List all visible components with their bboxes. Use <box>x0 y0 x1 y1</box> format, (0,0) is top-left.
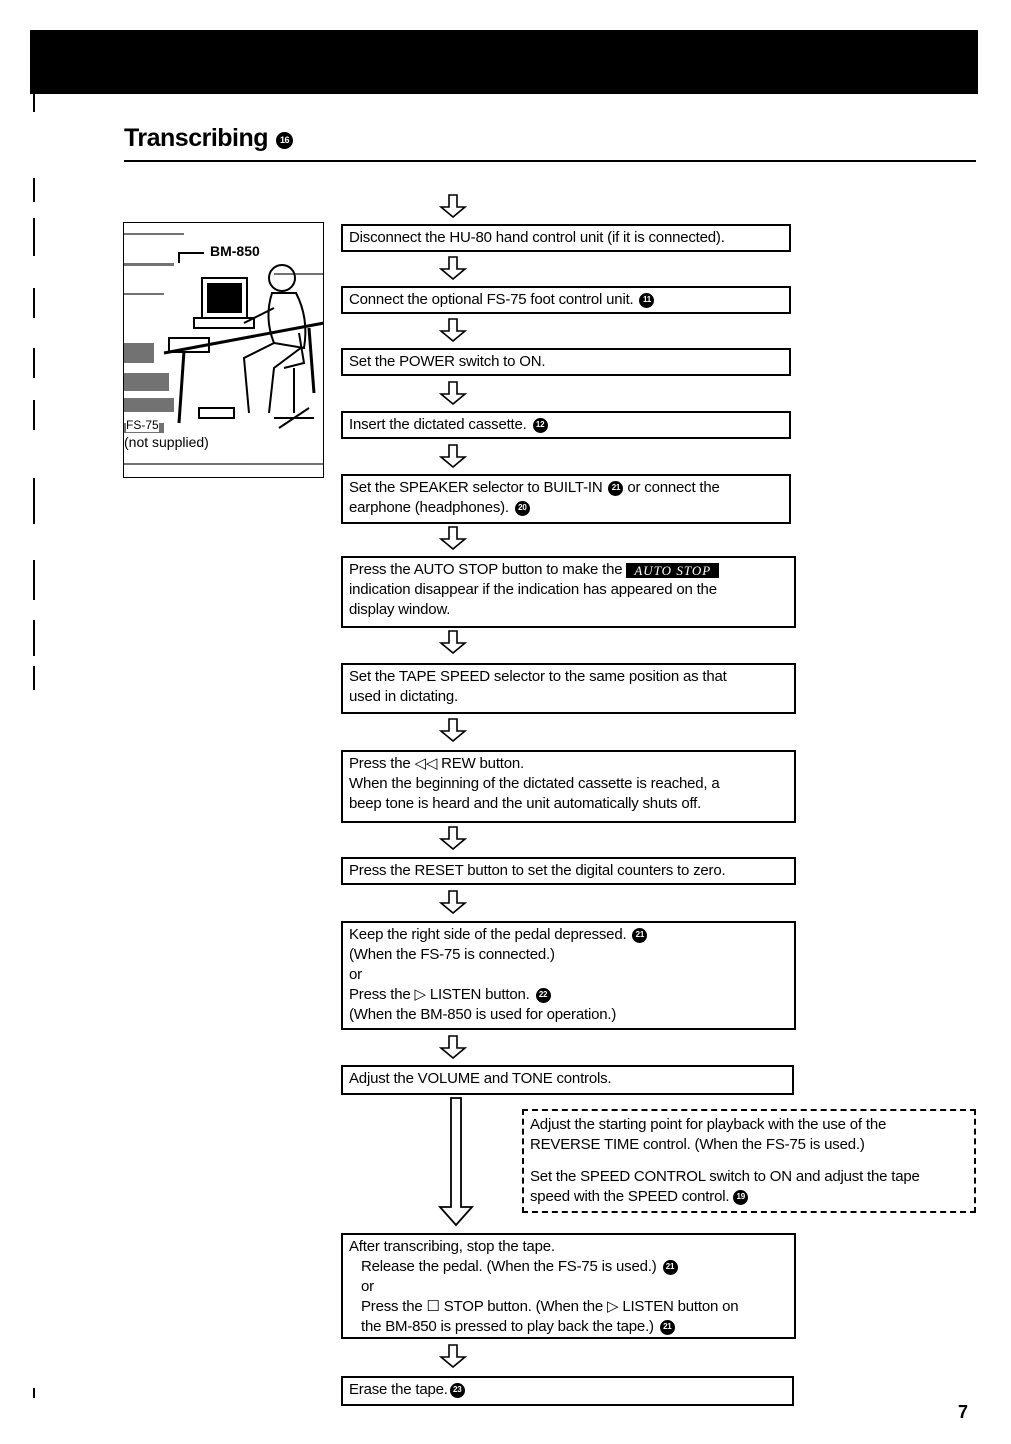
title-rule <box>124 160 976 162</box>
binding-mark <box>33 178 35 202</box>
down-arrow-icon <box>438 630 468 654</box>
reference-number: 19 <box>733 1190 748 1205</box>
binding-mark <box>33 478 35 524</box>
footpedal-label: FS-75 <box>126 418 159 432</box>
step-2: Connect the optional FS-75 foot control unit. 11 <box>341 286 791 314</box>
binding-mark <box>33 620 35 656</box>
reference-number: 21 <box>608 481 623 496</box>
down-arrow-icon <box>438 890 468 914</box>
down-arrow-icon <box>438 381 468 405</box>
not-supplied-label: (not supplied) <box>124 434 209 450</box>
binding-mark <box>33 218 35 256</box>
reference-number: 12 <box>533 418 548 433</box>
reference-number: 16 <box>276 132 293 149</box>
binding-mark <box>33 560 35 600</box>
binding-mark <box>33 348 35 378</box>
binding-mark <box>33 400 35 430</box>
page-title: Transcribing 16 <box>124 124 293 153</box>
step-8: Press the ◁◁ REW button. When the beginning of the dictated cassette is reached, a beep tone is heard and the unit automatically shuts off. <box>341 750 796 823</box>
binding-mark <box>33 666 35 690</box>
device-label: BM-850 <box>210 243 260 259</box>
step-4: Insert the dictated cassette. 12 <box>341 411 791 439</box>
transcribing-illustration <box>123 222 324 478</box>
reference-number: 21 <box>660 1320 675 1335</box>
reference-number: 20 <box>515 501 530 516</box>
reference-number: 22 <box>536 988 551 1003</box>
step-12: After transcribing, stop the tape. Release the pedal. (When the FS-75 is used.) 21 or Press the ☐ STOP button. (When the ▷ LISTEN button on the BM-850 is pressed to play back the tape.) 21 <box>341 1233 796 1339</box>
binding-mark <box>33 288 35 318</box>
reference-number: 11 <box>639 293 654 308</box>
step-7: Set the TAPE SPEED selector to the same position as that used in dictating. <box>341 663 796 714</box>
binding-mark <box>33 1388 35 1398</box>
step-1: Disconnect the HU-80 hand control unit (if it is connected). <box>341 224 791 252</box>
step-13: Erase the tape. 23 <box>341 1376 794 1406</box>
down-arrow-icon <box>438 194 468 218</box>
down-arrow-icon <box>438 256 468 280</box>
reference-number: 21 <box>632 928 647 943</box>
step-6: Press the AUTO STOP button to make the AUTO STOP indication disappear if the indication has appeared on the display window. <box>341 556 796 628</box>
binding-mark <box>33 88 35 112</box>
down-arrow-icon <box>438 826 468 850</box>
auto-stop-indicator: AUTO STOP <box>626 563 719 578</box>
header-bar <box>30 30 978 94</box>
step-9: Press the RESET button to set the digital counters to zero. <box>341 857 796 885</box>
reference-number: 21 <box>663 1260 678 1275</box>
step-11: Adjust the VOLUME and TONE controls. <box>341 1065 794 1095</box>
down-arrow-icon <box>438 1035 468 1059</box>
step-3: Set the POWER switch to ON. <box>341 348 791 376</box>
page-number: 7 <box>958 1402 969 1422</box>
down-arrow-icon <box>438 1344 468 1368</box>
down-arrow-icon <box>438 444 468 468</box>
reference-number: 23 <box>450 1383 465 1398</box>
down-arrow-icon <box>438 318 468 342</box>
step-5: Set the SPEAKER selector to BUILT-IN 21 or connect the earphone (headphones). 20 <box>341 474 791 524</box>
step-10: Keep the right side of the pedal depressed. 21 (When the FS-75 is connected.) or Press the ▷ LISTEN button. 22 (When the BM-850 is used for operation.) <box>341 921 796 1030</box>
optional-steps: Adjust the starting point for playback with the use of the REVERSE TIME control. (When the FS-75 is used.) Set the SPEED CONTROL switch to ON and adjust the tape speed with the SPEED control. 19 <box>522 1109 976 1213</box>
down-arrow-icon <box>438 718 468 742</box>
down-arrow-icon <box>438 526 468 550</box>
long-down-arrow-icon <box>437 1097 477 1227</box>
